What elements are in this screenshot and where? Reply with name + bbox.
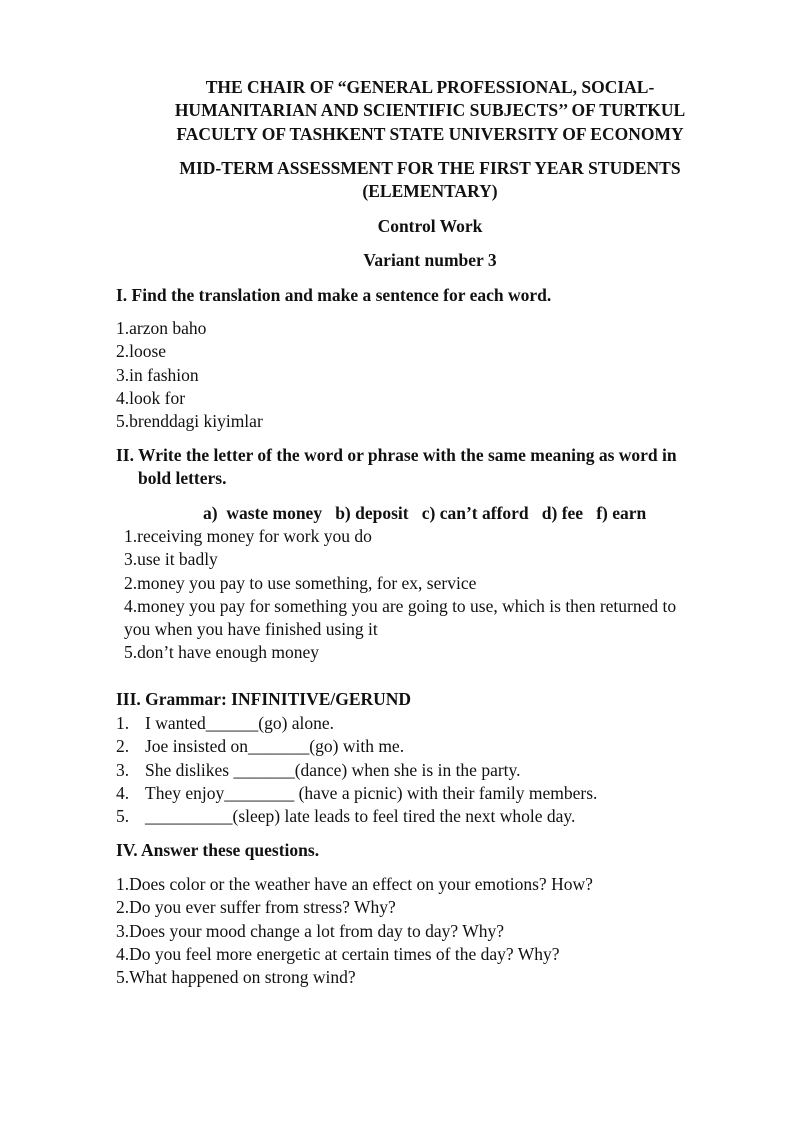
- institution-header: [100, 76, 760, 146]
- section-2-heading: [116, 444, 677, 491]
- header-line-2: HUMANITARIAN AND SCIENTIFIC SUBJECTS’’ OF TURTKUL: [174, 100, 686, 121]
- list-item: 3.in fashion: [116, 364, 199, 385]
- list-item: 3.Does your mood change a lot from day to day? Why?: [116, 920, 504, 941]
- section-2-list: [124, 525, 676, 665]
- item-number: 3.: [116, 759, 130, 780]
- list-item: 3.use it badly: [124, 549, 218, 570]
- list-item: 1.arzon baho: [116, 318, 207, 338]
- item-number: 4.: [116, 782, 130, 803]
- section-3-list: [116, 712, 597, 828]
- header-line-3: FACULTY OF TASHKENT STATE UNIVERSITY OF ECONOMY: [176, 123, 684, 144]
- section-3-heading: III. Grammar: INFINITIVE/GERUND: [116, 689, 412, 709]
- item-text: She dislikes _______(dance) when she is in the party.: [145, 759, 521, 780]
- section-1-list: [116, 317, 263, 433]
- item-number: 5.: [116, 806, 130, 827]
- list-item: you when you have finished using it: [124, 619, 378, 640]
- item-text: I wanted______(go) alone.: [145, 713, 335, 733]
- list-item: [116, 712, 597, 735]
- section-4-list: [116, 873, 593, 989]
- section-2-heading-line-1: II. Write the letter of the word or phrase with the same meaning as word in: [116, 445, 677, 465]
- section-4-heading: IV. Answer these questions.: [116, 840, 320, 860]
- list-item: 2.Do you ever suffer from stress? Why?: [116, 897, 396, 918]
- section-2-heading-line-2: bold letters.: [138, 468, 227, 489]
- section-2-options: a) waste money b) deposit c) can’t afford d) fee f) earn: [203, 503, 647, 523]
- item-number: 2.: [116, 736, 130, 757]
- list-item: 5.What happened on strong wind?: [116, 967, 356, 988]
- section-1-heading: I. Find the translation and make a sentence for each word.: [116, 285, 552, 305]
- item-text: They enjoy________ (have a picnic) with their family members.: [145, 782, 598, 803]
- list-item: 5.don’t have enough money: [124, 642, 320, 663]
- list-item: 1.receiving money for work you do: [124, 526, 372, 546]
- list-item: [116, 759, 597, 782]
- list-item: [116, 735, 597, 758]
- header-line-1: THE CHAIR OF “GENERAL PROFESSIONAL, SOCIAL-: [205, 77, 655, 97]
- assessment-line-2: (ELEMENTARY): [362, 181, 498, 202]
- assessment-title: [100, 157, 760, 204]
- list-item: [116, 782, 597, 805]
- list-item: 4.look for: [116, 387, 186, 408]
- list-item: 4.Do you feel more energetic at certain times of the day? Why?: [116, 943, 560, 964]
- list-item: 2.money you pay to use something, for ex, service: [124, 572, 477, 593]
- control-work-title: Control Work: [377, 216, 483, 236]
- item-text: __________(sleep) late leads to feel tired the next whole day.: [145, 806, 576, 827]
- list-item: 5.brenddagi kiyimlar: [116, 411, 263, 432]
- list-item: [116, 805, 597, 828]
- assessment-line-1: MID-TERM ASSESSMENT FOR THE FIRST YEAR STUDENTS: [179, 158, 681, 178]
- list-item: 4.money you pay for something you are going to use, which is then returned to: [124, 595, 677, 616]
- item-number: 1.: [116, 713, 130, 733]
- list-item: 2.loose: [116, 341, 167, 362]
- item-text: Joe insisted on_______(go) with me.: [145, 736, 405, 757]
- list-item: 1.Does color or the weather have an effect on your emotions? How?: [116, 874, 593, 894]
- variant-title: Variant number 3: [363, 250, 497, 270]
